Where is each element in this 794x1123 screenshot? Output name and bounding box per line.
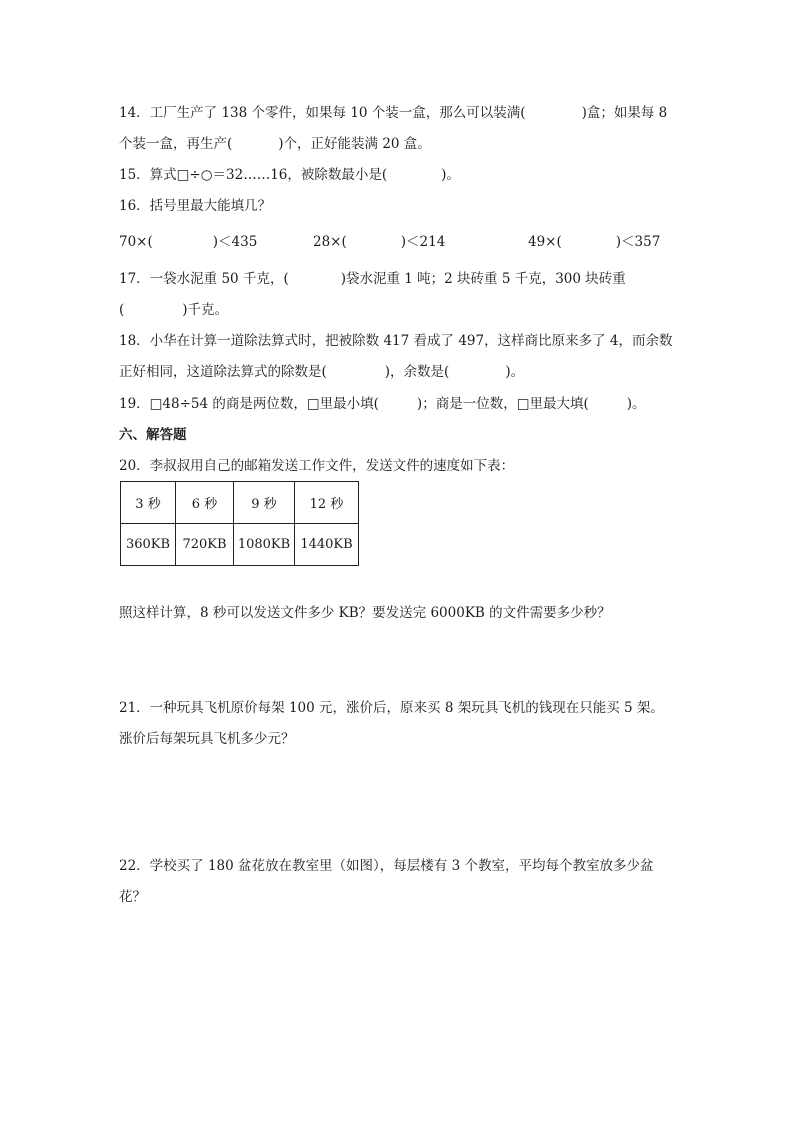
table-cell: 1080KB <box>234 524 295 566</box>
table-cell: 6 秒 <box>176 482 234 524</box>
q16-item-3-text-b: )＜357 <box>615 234 661 250</box>
transfer-rate-table <box>120 481 359 566</box>
q16-item-1 <box>119 233 257 251</box>
q14-text-d: )个，正好能装满 20 盒。 <box>278 136 431 152</box>
question-20-intro: 20．李叔叔用自己的邮箱发送工作文件，发送文件的速度如下表： <box>119 458 515 474</box>
table-cell: 720KB <box>176 524 234 566</box>
question-16-title: 16．括号里最大能填几？ <box>119 198 272 214</box>
q18-text-b: )，余数是( <box>384 364 450 380</box>
q16-item-2 <box>313 233 445 251</box>
question-15 <box>119 166 460 184</box>
table-cell: 9 秒 <box>234 482 295 524</box>
table-row-times <box>121 482 359 524</box>
question-18-line-2 <box>119 363 524 381</box>
q16-item-1-text-b: )＜435 <box>212 234 258 250</box>
question-18-line-1: 18．小华在计算一道除法算式时，把被除数 417 看成了 497，这样商比原来多了 4，而余数 <box>119 333 673 349</box>
q19-text-b: )；商是一位数，□里最大填( <box>416 396 589 412</box>
question-20-question: 照这样计算，8 秒可以发送文件多少 KB？要发送完 6000KB 的文件需要多少秒？ <box>119 605 611 621</box>
question-17-line-2 <box>119 301 228 319</box>
q18-text-a: 正好相同，这道除法算式的除数是( <box>119 364 327 380</box>
q16-item-3 <box>528 233 660 251</box>
q17-text-b: )袋水泥重 1 吨；2 块砖重 5 千克，300 块砖重 <box>340 271 626 287</box>
question-17-line-1 <box>119 270 626 288</box>
q15-text-a: 15．算式□÷○＝32……16，被除数最小是( <box>119 167 388 183</box>
question-21-line-1: 21．一种玩具飞机原价每架 100 元，涨价后，原来买 8 架玩具飞机的钱现在只能买 5 架。 <box>119 700 664 716</box>
q18-text-c: )。 <box>505 364 525 380</box>
question-22-line-1: 22．学校买了 180 盆花放在教室里（如图），每层楼有 3 个教室，平均每个教室放多少盆 <box>119 858 654 874</box>
question-19 <box>119 395 646 413</box>
q19-text-c: )。 <box>626 396 646 412</box>
table-cell: 12 秒 <box>295 482 359 524</box>
table-cell: 1440KB <box>295 524 359 566</box>
table-cell: 3 秒 <box>121 482 176 524</box>
q17-text-a: 17．一袋水泥重 50 千克，( <box>119 271 289 287</box>
question-14-line-2 <box>119 135 431 153</box>
q19-text-a: 19．□48÷54 的商是两位数，□里最小填( <box>119 396 379 412</box>
q14-text-a: 14．工厂生产了 138 个零件，如果每 10 个装一盒，那么可以装满( <box>119 105 526 121</box>
q17-text-c: ( <box>119 302 125 318</box>
q15-text-b: )。 <box>441 167 460 183</box>
question-14-line-1 <box>119 104 667 122</box>
q16-item-1-text-a: 70×( <box>119 234 153 250</box>
question-22-line-2: 花？ <box>119 889 146 905</box>
q16-item-2-text-a: 28×( <box>313 234 347 250</box>
table-cell: 360KB <box>121 524 176 566</box>
table-row-sizes <box>121 524 359 566</box>
q16-item-2-text-b: )＜214 <box>400 234 446 250</box>
q17-text-d: )千克。 <box>182 302 229 318</box>
section-heading-answer-questions: 六、解答题 <box>119 427 187 443</box>
q14-text-b: )盒；如果每 8 <box>581 105 668 121</box>
q14-text-c: 个装一盒，再生产( <box>119 136 233 152</box>
question-21-line-2: 涨价后每架玩具飞机多少元？ <box>119 731 295 747</box>
q16-item-3-text-a: 49×( <box>528 234 562 250</box>
